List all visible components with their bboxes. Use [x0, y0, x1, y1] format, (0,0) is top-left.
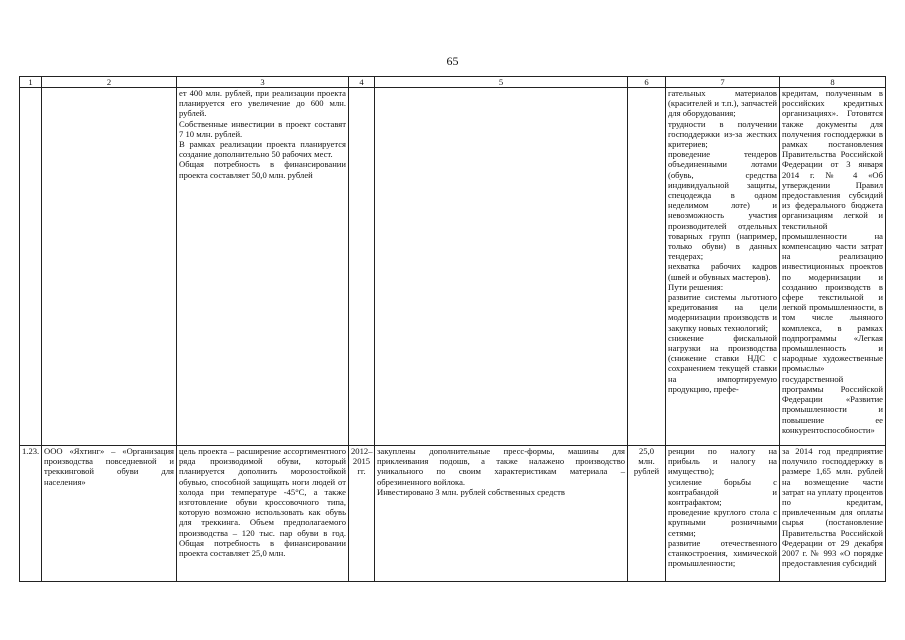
results-cell — [375, 446, 628, 582]
header-cell-6: 6 — [628, 77, 666, 88]
table-row — [20, 446, 886, 582]
solutions-paragraph: ренции по налогу на прибыль и налогу на имущество); — [668, 446, 777, 477]
header-cell-4: 4 — [349, 77, 375, 88]
program-projects-table — [19, 76, 886, 582]
problems-paragraph: гательных материалов (красителей и т.п.), запчастей для оборудования; — [668, 88, 777, 119]
solutions-paragraph: усиление борьбы с контрабандой и контрафактом; — [668, 476, 777, 508]
problems-paragraph: трудности в получении господдержки из-за жестких критериев; — [668, 118, 777, 150]
row-number-cell — [20, 88, 42, 446]
page-number: 65 — [446, 54, 459, 68]
header-cell-8: 8 — [780, 77, 886, 88]
problems-paragraph: проведение тендеров объединенными лотами (обувь, средства индивидуальной защиты, спецодежда в одном неделимом лоте) и невозможность участия производителей отдельных товарных групп (например, только обуви) в данных тендерах; — [668, 149, 777, 262]
header-cell-3: 3 — [177, 77, 349, 88]
solutions-paragraph: развитие системы льготного кредитования на цели модернизации производств и закупку новых технологий; — [668, 292, 777, 333]
results-paragraph: Инвестировано 3 млн. рублей собственных средств — [377, 486, 565, 497]
support-paragraph: кредитам, полученным в российских кредитных организациях». Готовятся также документы для получения господдержки в рамках постановления Правительства Российской Федерации от 3 января 2014 г. № 4 «Об утверждении Правил предоставления субсидий из федерального бюджета организациям легкой и текстильной промышленности на компенсацию части затрат на реализацию инвестиционных проектов по модернизации и созданию производств в сфере текстильной и легкой промышленности, в том числе льняного комплекса, в рамках подпрограммы «Легкая промышленность и народные художественные промыслы» государственной программы Российской Федерации «Развитие промышленности и повышение ее конкурентоспособности» — [782, 88, 883, 435]
project-description-cell — [177, 88, 349, 446]
organization-cell — [42, 88, 177, 446]
description-paragraph: Общая потребность в финансировании проекта составляет 50,0 млн. рублей — [179, 159, 346, 180]
investment-cell — [628, 88, 666, 446]
organization-text: ООО «Яхтинг» – «Организация производства повседневной и треккинговой обуви для населения» — [44, 446, 174, 487]
state-support-cell — [780, 88, 886, 446]
solutions-paragraph: снижение фискальной нагрузки на производства (снижение ставки НДС с сохранением текущей ставки на импортируемую продукцию, префе- — [668, 332, 777, 394]
header-cell-1: 1 — [20, 77, 42, 88]
header-cell-7: 7 — [666, 77, 780, 88]
description-paragraph: цель проекта – расширение ассортиментного ряда производимой обуви, который планируется дополнить морозостойкой обувью, способной защищать ноги людей от холода при температуре -45°С, а также изготовление обуви кроссовочного типа, которую возможно использовать как обувь для треккинга. Объем предполагаемого производства – 120 тыс. пар обуви в год. Общая потребность в финансировании проекта составляет 25,0 млн. — [179, 446, 346, 559]
row-number-cell: 1.23. — [20, 446, 42, 582]
description-paragraph: В рамках реализации проекта планируется создание дополнительно 50 рабочих мест. — [179, 139, 346, 160]
column-number-header-row — [20, 77, 886, 88]
results-paragraph: закуплены дополнительные пресс-формы, машины для приклеивания подошв, а также налажено производство уникального по своим характеристикам материала – обрезиненного войлока. — [377, 446, 625, 487]
state-support-cell — [780, 446, 886, 582]
results-cell — [375, 88, 628, 446]
description-paragraph: ет 400 млн. рублей, при реализации проекта планируется его увеличение до 600 млн. рублей. — [179, 88, 346, 119]
support-paragraph: за 2014 год предприятие получило господдержку в размере 1,65 млн. рублей на возмещение части затрат на уплату процентов по кредитам, привлеченным для оплаты сырья (постановление Правительства Российской Федерации от 29 декабря 2007 г. № 993 «О порядке предоставления субсидий — [782, 446, 883, 569]
solutions-paragraph: развитие отечественного станкостроения, химической промышленности; — [668, 537, 777, 569]
solutions-heading: Пути решения: — [668, 281, 724, 292]
period-cell: 2012–2015 гг. — [349, 446, 375, 582]
organization-cell — [42, 446, 177, 582]
header-cell-5: 5 — [375, 77, 628, 88]
description-paragraph: Собственные инвестиции в проект составят 7 10 млн. рублей. — [179, 118, 346, 139]
investment-cell: 25,0 млн. рублей — [628, 446, 666, 582]
project-description-cell — [177, 446, 349, 582]
problems-solutions-cell — [666, 88, 780, 446]
problems-solutions-cell — [666, 446, 780, 582]
period-cell — [349, 88, 375, 446]
solutions-paragraph: проведение круглого стола с крупными розничными сетями; — [668, 507, 777, 538]
header-cell-2: 2 — [42, 77, 177, 88]
table-row — [20, 88, 886, 446]
problems-paragraph: нехватка рабочих кадров (швей и обувных мастеров). — [668, 261, 777, 282]
